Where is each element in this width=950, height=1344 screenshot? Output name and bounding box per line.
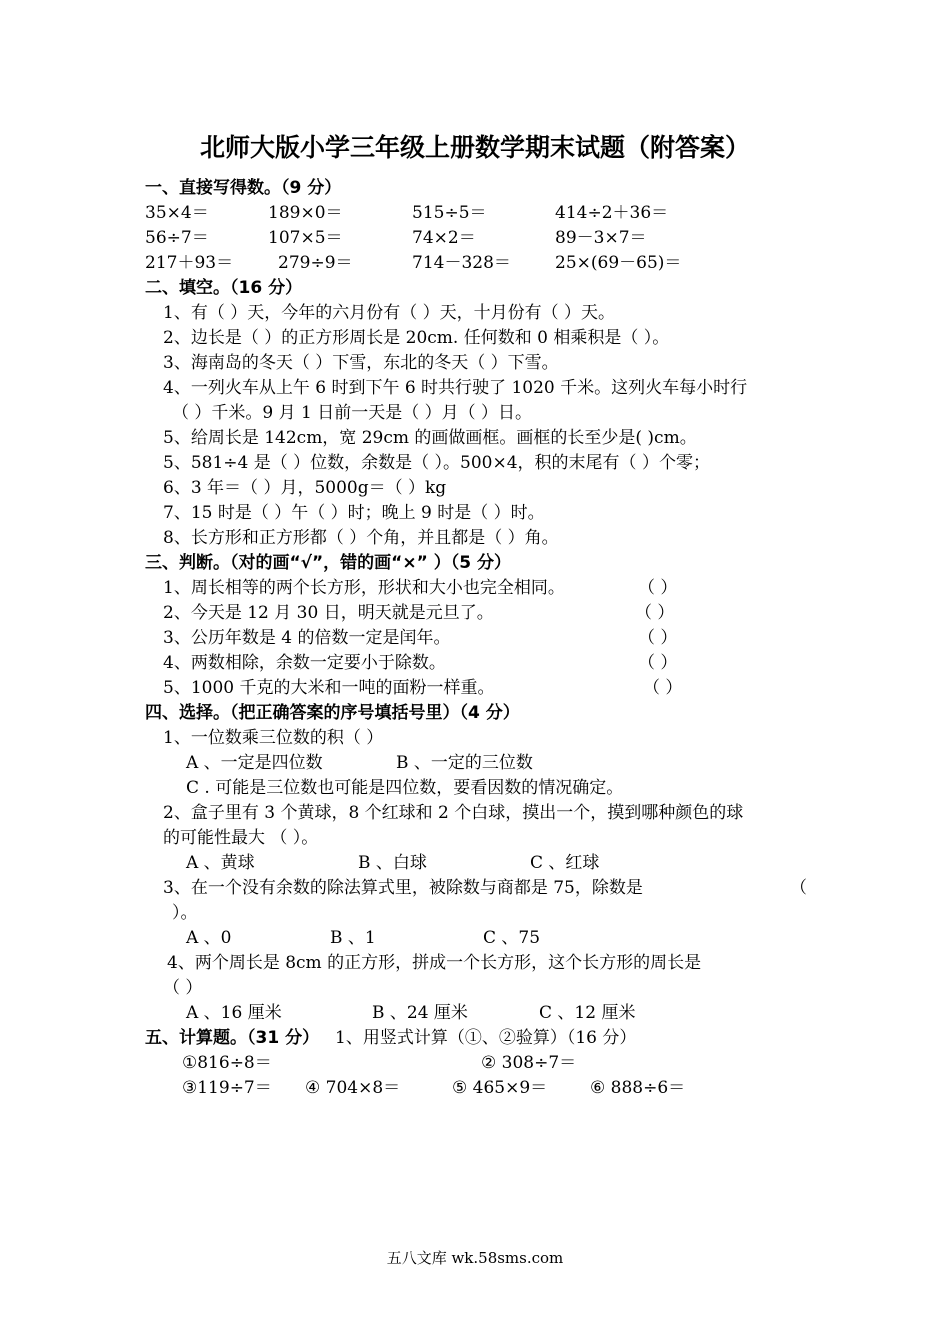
judge-item: 3、公历年数是 4 的倍数一定是闰年。 xyxy=(163,628,451,648)
calc-problem: ③119÷7＝ xyxy=(182,1078,272,1098)
choice-option: C . 可能是三位数也可能是四位数，要看因数的情况确定。 xyxy=(186,778,624,798)
calc-problem: ② 308÷7＝ xyxy=(481,1053,577,1073)
section-4-heading: 四、选择。（把正确答案的序号填括号里）（4 分） xyxy=(145,703,520,723)
judge-item: 5、1000 千克的大米和一吨的面粉一样重。 xyxy=(163,678,495,698)
judge-bracket: （ ） xyxy=(635,603,675,623)
choice-option: C 、红球 xyxy=(530,853,600,873)
calc-problem: ①816÷8＝ xyxy=(182,1053,272,1073)
fill-item: 7、15 时是（ ）午（ ）时；晚上 9 时是（ ）时。 xyxy=(163,503,545,523)
fill-item: 5、给周长是 142cm，宽 29cm 的画做画框。画框的长至少是( )cm。 xyxy=(163,428,697,448)
problem-cell: 74×2＝ xyxy=(412,228,476,248)
choice-option: A 、一定是四位数 xyxy=(186,753,323,773)
fill-item: 5、581÷4 是（ ）位数，余数是（ ）。500×4，积的末尾有（ ）个零； xyxy=(163,453,710,473)
judge-item: 4、两数相除，余数一定要小于除数。 xyxy=(163,653,446,673)
problem-cell: 25×(69－65)＝ xyxy=(555,253,682,273)
fill-item: 2、边长是（ ）的正方形周长是 20cm. 任何数和 0 相乘积是（ ）。 xyxy=(163,328,670,348)
judge-item: 2、今天是 12 月 30 日，明天就是元旦了。 xyxy=(163,603,494,623)
section-5-subheading: 1、用竖式计算（①、②验算）（16 分） xyxy=(335,1028,637,1048)
choice-option: A 、16 厘米 xyxy=(186,1003,282,1023)
footer-source: 五八文库 wk.58sms.com xyxy=(386,1249,564,1267)
section-1-heading: 一、直接写得数。（9 分） xyxy=(145,178,342,198)
choice-option: B 、一定的三位数 xyxy=(396,753,533,773)
choice-option: B 、1 xyxy=(330,928,376,948)
problem-cell: 89－3×7＝ xyxy=(555,228,647,248)
choice-option: B 、白球 xyxy=(358,853,427,873)
fill-item: 3、海南岛的冬天（ ）下雪，东北的冬天（ ）下雪。 xyxy=(163,353,559,373)
judge-bracket: （ ） xyxy=(638,628,678,648)
fill-item: 1、有（ ）天，今年的六月份有（ ）天，十月份有（ ）天。 xyxy=(163,303,616,323)
problem-cell: 56÷7＝ xyxy=(145,228,209,248)
problem-cell: 279÷9＝ xyxy=(278,253,353,273)
choice-question: （ ） xyxy=(163,978,203,998)
problem-cell: 217＋93＝ xyxy=(145,253,234,273)
choice-option: A 、黄球 xyxy=(186,853,255,873)
page-title: 北师大版小学三年级上册数学期末试题（附答案） xyxy=(199,133,750,162)
calc-problem: ⑤ 465×9＝ xyxy=(452,1078,548,1098)
fill-item: （ ）千米。9 月 1 日前一天是（ ）月（ ）日。 xyxy=(172,403,533,423)
problem-cell: 515÷5＝ xyxy=(412,203,487,223)
choice-option: A 、0 xyxy=(186,928,232,948)
problem-cell: 35×4＝ xyxy=(145,203,209,223)
choice-question: 4、两个周长是 8cm 的正方形，拼成一个长方形，这个长方形的周长是 xyxy=(167,953,702,973)
problem-cell: 714－328＝ xyxy=(412,253,511,273)
choice-bracket: （ xyxy=(790,878,807,898)
choice-question: ）。 xyxy=(172,903,198,923)
problem-cell: 414÷2＋36＝ xyxy=(555,203,669,223)
fill-item: 8、长方形和正方形都（ ）个角，并且都是（ ）角。 xyxy=(163,528,559,548)
choice-option: C 、75 xyxy=(483,928,541,948)
fill-item: 6、3 年＝（ ）月，5000g＝（ ）kg xyxy=(163,478,447,498)
section-5-heading: 五、计算题。（31 分） xyxy=(145,1028,320,1048)
choice-option: B 、24 厘米 xyxy=(372,1003,468,1023)
problem-cell: 107×5＝ xyxy=(268,228,343,248)
choice-question: 的可能性最大 （ ）。 xyxy=(163,828,319,848)
section-2-heading: 二、填空。（16 分） xyxy=(145,278,303,298)
fill-item: 4、一列火车从上午 6 时到下午 6 时共行驶了 1020 千米。这列火车每小时行 xyxy=(163,378,748,398)
choice-question: 2、盒子里有 3 个黄球，8 个红球和 2 个白球，摸出一个，摸到哪种颜色的球 xyxy=(163,803,744,823)
judge-bracket: （ ） xyxy=(643,678,683,698)
problem-cell: 189×0＝ xyxy=(268,203,343,223)
calc-problem: ④ 704×8＝ xyxy=(305,1078,401,1098)
calc-problem: ⑥ 888÷6＝ xyxy=(590,1078,686,1098)
judge-bracket: （ ） xyxy=(638,578,678,598)
choice-question: 1、一位数乘三位数的积（ ） xyxy=(163,728,384,748)
judge-item: 1、周长相等的两个长方形，形状和大小也完全相同。 xyxy=(163,578,565,598)
choice-option: C 、12 厘米 xyxy=(539,1003,636,1023)
section-3-heading: 三、判断。（对的画“√”，错的画“×” ）（5 分） xyxy=(145,553,511,573)
judge-bracket: （ ） xyxy=(638,653,678,673)
choice-question: 3、在一个没有余数的除法算式里，被除数与商都是 75，除数是 xyxy=(163,878,643,898)
